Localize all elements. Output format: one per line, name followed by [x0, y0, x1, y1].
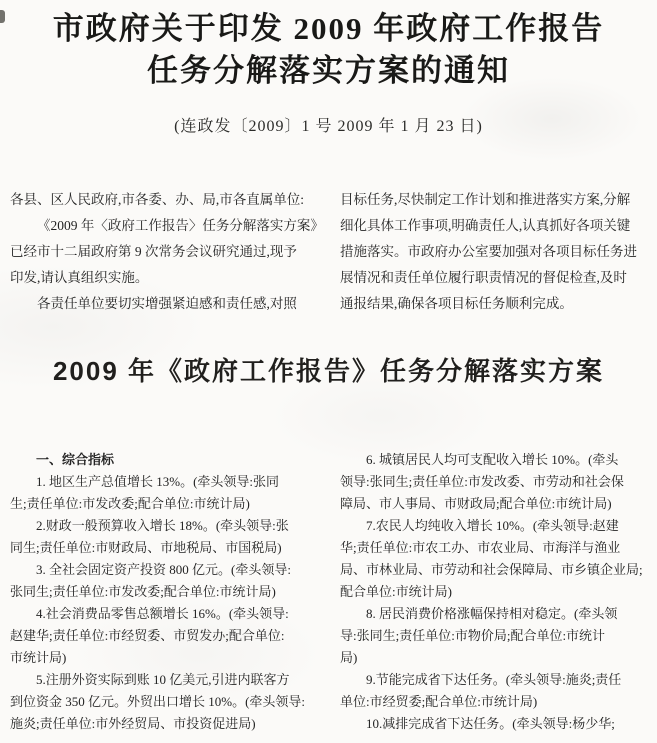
text-line: 局、市林业局、市劳动和社会保障局、市乡镇企业局; [340, 562, 643, 577]
text-line: 10.减排完成省下达任务。(牵头领导:杨少华; [366, 716, 615, 731]
text-line: 措施落实。市政府办公室要加强对各项目标任务进 [340, 244, 637, 259]
text-line: 领导:张同生;责任单位:市发改委、市劳动和社会保 [340, 474, 624, 489]
text-line: 各责任单位要切实增强紧迫感和责任感,对照 [37, 296, 297, 311]
text-line: 生;责任单位:市发改委;配合单位:市统计局) [10, 496, 250, 511]
text-line: 市统计局) [10, 650, 67, 665]
text-line: 导:张同生;责任单位:市物价局;配合单位:市统计 [340, 628, 606, 643]
document-number: (连政发〔2009〕1 号 2009 年 1 月 23 日) [174, 118, 483, 135]
notice-body [0, 187, 657, 317]
text-line: 6. 城镇居民人均可支配收入增长 10%。(牵头 [366, 452, 619, 467]
text-line: 《2009 年〈政府工作报告〉任务分解落实方案》 [37, 218, 324, 233]
plan-body [0, 449, 657, 735]
intro-column-right [340, 187, 652, 317]
text-line: 细化具体工作事项,明确责任人,认真抓好各项关键 [340, 218, 631, 233]
text-line: 1. 地区生产总值增长 13%。(牵头领导:张同 [36, 474, 280, 489]
text-line: 施炎;责任单位:市外经贸局、市投资促进局) [10, 716, 256, 731]
text-line: 华;责任单位:市农工办、市农业局、市海洋与渔业 [340, 540, 621, 555]
plan-section-heading: 2009 年《政府工作报告》任务分解落实方案 [52, 356, 605, 386]
text-line: 7.农民人均纯收入增长 10%。(牵头领导:赵建 [366, 518, 619, 533]
text-line: 一、综合指标 [36, 452, 115, 467]
plan-column-right [340, 449, 652, 735]
text-line: 3. 全社会固定资产投资 800 亿元。(牵头领导: [36, 562, 291, 577]
text-line: 单位:市经贸委;配合单位:市统计局) [340, 694, 538, 709]
text-line: 各县、区人民政府,市各委、办、局,市各直属单位: [10, 192, 305, 207]
text-line: 2.财政一般预算收入增长 18%。(牵头领导:张 [36, 518, 289, 533]
text-line: 目标任务,尽快制定工作计划和推进落实方案,分解 [340, 192, 631, 207]
text-line: 8. 居民消费价格涨幅保持相对稳定。(牵头领 [366, 606, 618, 621]
intro-column-left [10, 187, 322, 317]
text-line: 4.社会消费品零售总额增长 16%。(牵头领导: [36, 606, 289, 621]
text-line: 通报结果,确保各项目标任务顺利完成。 [340, 296, 573, 311]
text-line: 到位资金 350 亿元。外贸出口增长 10%。(牵头领导: [10, 694, 306, 709]
document-title [0, 0, 657, 92]
text-line: 配合单位:市统计局) [340, 584, 452, 599]
text-line: 障局、市人事局、市财政局;配合单位:市统计局) [340, 496, 612, 511]
text-line: 张同生;责任单位:市发改委;配合单位:市统计局) [10, 584, 276, 599]
text-line: 9.节能完成省下达任务。(牵头领导:施炎;责任 [366, 672, 622, 687]
text-line: 印发,请认真组织实施。 [10, 270, 149, 285]
text-line: 赵建华;责任单位:市经贸委、市贸发办;配合单位: [10, 628, 285, 643]
text-line: 5.注册外资实际到账 10 亿美元,引进内联客方 [36, 672, 290, 687]
document-title-line2: 任务分解落实方案的通知 [147, 53, 510, 88]
text-line: 已经市十二届政府第 9 次常务会议研究通过,现予 [10, 244, 297, 259]
scan-artifact [0, 10, 5, 23]
text-line: 同生;责任单位:市财政局、市地税局、市国税局) [10, 540, 282, 555]
text-line: 局) [340, 650, 358, 665]
text-line: 展情况和责任单位履行职责情况的督促检查,及时 [340, 270, 627, 285]
document-title-line1: 市政府关于印发 2009 年政府工作报告 [52, 11, 605, 46]
plan-column-left [10, 449, 322, 735]
